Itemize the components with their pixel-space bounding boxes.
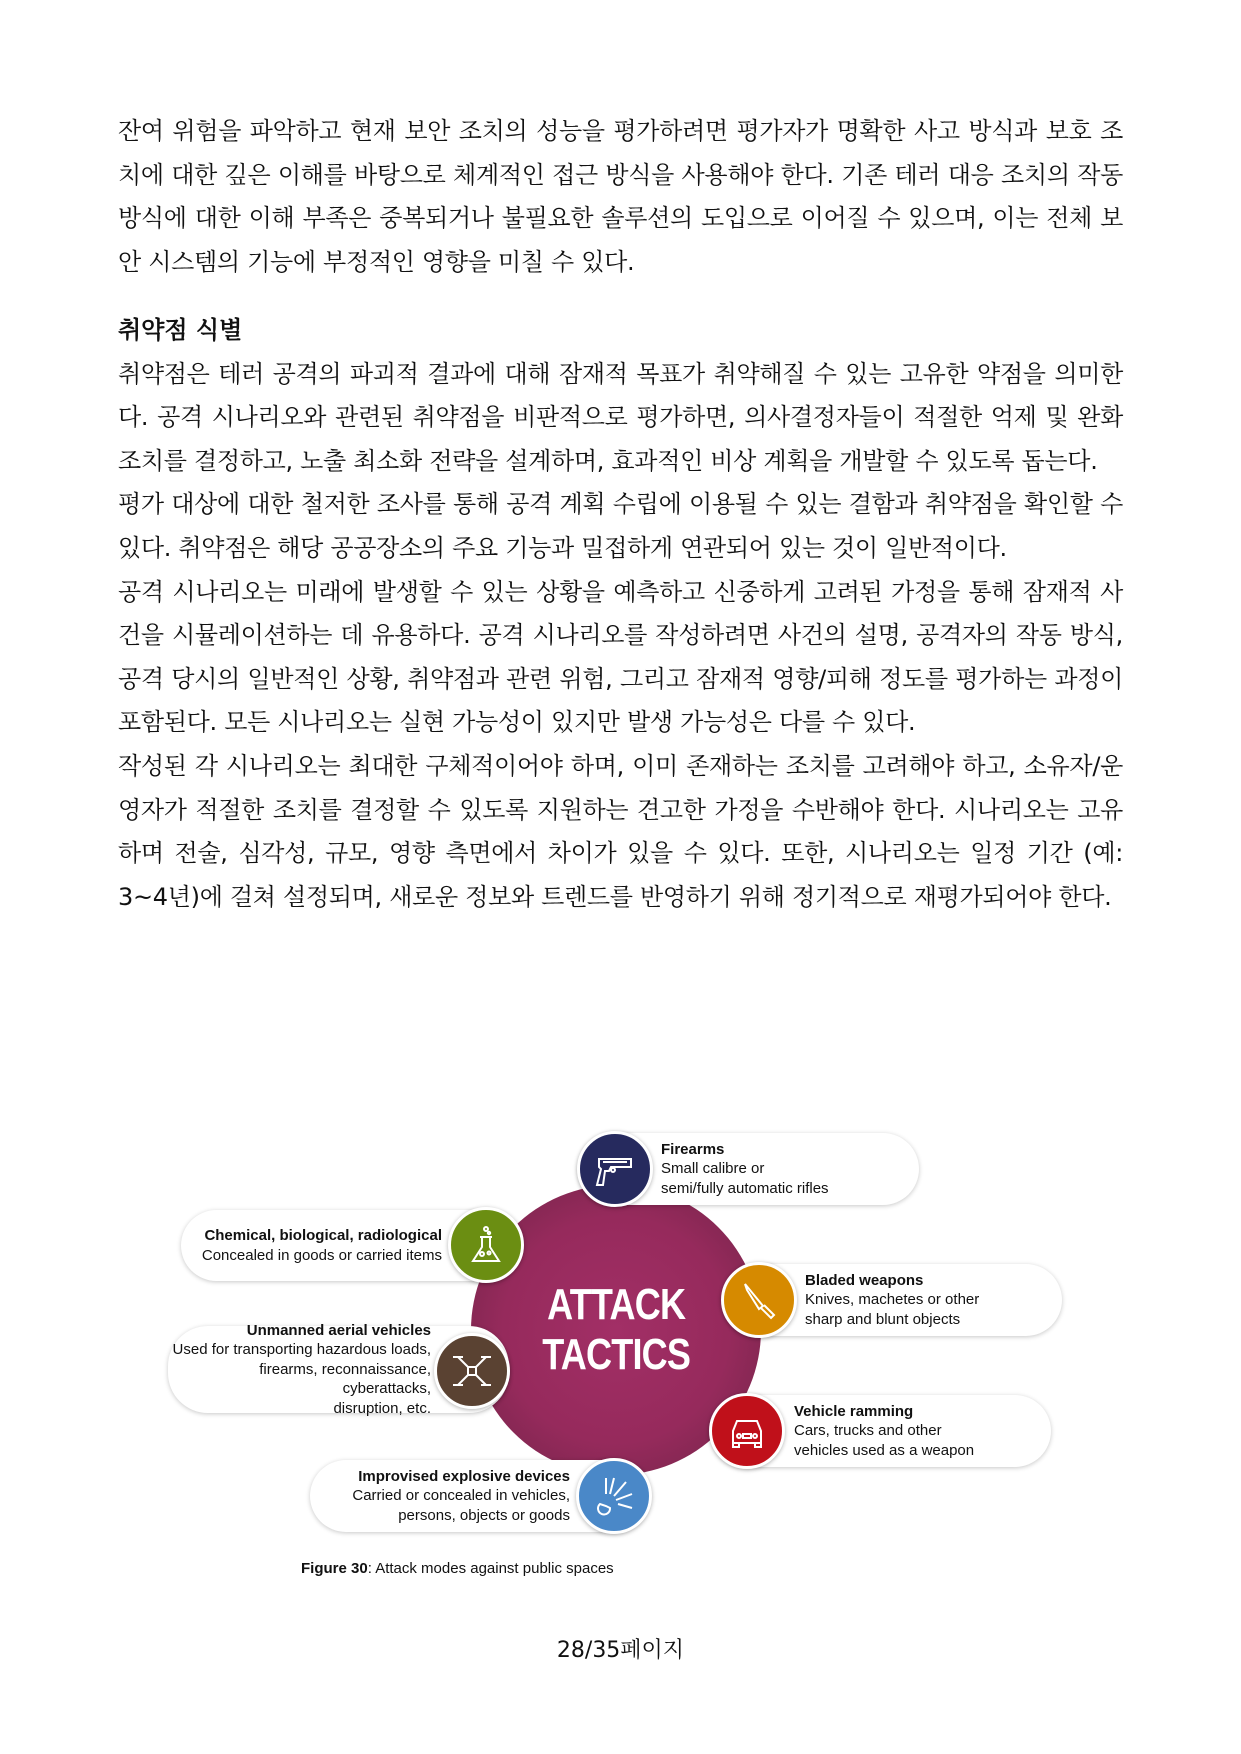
paragraph: 평가 대상에 대한 철저한 조사를 통해 공격 계획 수립에 이용될 수 있는 결함과 취약점을 확인할 수 있다. 취약점은 해당 공공장소의 주요 기능과 밀접하게 연관되어 있는 것이 일반적이다. bbox=[118, 490, 1123, 562]
hub-label-line2: TACTICS bbox=[542, 1330, 690, 1379]
explosion-icon bbox=[576, 1458, 652, 1534]
tactic-desc: Cars, trucks and other bbox=[794, 1422, 942, 1440]
paragraph-intro: 잔여 위험을 파악하고 현재 보안 조치의 성능을 평가하려면 평가자가 명확한 사고 방식과 보호 조치에 대한 깊은 이해를 바탕으로 체계적인 접근 방식을 사용해야 한다. 기존 테러 대응 조치의 작동 방식에 대한 이해 부족은 중복되거나 불필요한 솔루션의 도입으로 이어질 수 있으며, 이는 전체 보안 시스템의 기능에 부정적인 영향을 미칠 수 있다. bbox=[118, 117, 1123, 276]
tactic-desc: vehicles used as a weapon bbox=[794, 1441, 975, 1459]
section-heading: 취약점 식별 bbox=[118, 316, 243, 344]
tactic-desc: sharp and blunt objects bbox=[805, 1310, 961, 1328]
paragraph: 공격 시나리오는 미래에 발생할 수 있는 상황을 예측하고 신중하게 고려된 가정을 통해 잠재적 사건을 시뮬레이션하는 데 유용하다. 공격 시나리오를 작성하려면 사건의 설명, 공격자의 작동 방식, 공격 당시의 일반적인 상황, 취약점과 관련 위험, 그리고 잠재적 영향/피해 정도를 평가하는 과정이 포함된다. 모든 시나리오는 실현 가능성이 있지만 발생 가능성은 다를 수 있다. bbox=[118, 577, 1123, 737]
figure-caption bbox=[301, 1560, 614, 1577]
tactic-title: Chemical, biological, radiological bbox=[204, 1227, 442, 1244]
tactic-desc: Carried or concealed in vehicles, bbox=[352, 1487, 570, 1505]
tactic-title: Firearms bbox=[661, 1140, 725, 1158]
tactic-desc: Concealed in goods or carried items bbox=[201, 1246, 442, 1264]
tactic-desc: semi/fully automatic rifles bbox=[661, 1179, 829, 1197]
flask-icon bbox=[448, 1207, 524, 1283]
drone-icon bbox=[434, 1333, 510, 1409]
tactic-title: Improvised explosive devices bbox=[358, 1467, 570, 1485]
tactic-desc: Small calibre or bbox=[661, 1160, 765, 1178]
tactic-desc: persons, objects or goods bbox=[398, 1506, 570, 1524]
pistol-icon bbox=[577, 1131, 653, 1207]
paragraph: 작성된 각 시나리오는 최대한 구체적이어야 하며, 이미 존재하는 조치를 고려해야 하고, 소유자/운영자가 적절한 조치를 결정할 수 있도록 지원하는 견고한 가정을 수반해야 한다. 시나리오는 고유하며 전술, 심각성, 규모, 영향 측면에서 차이가 있을 수 있다. 또한, 시나리오는 일정 기간 (예: 3~4년)에 걸쳐 설정되며, 새로운 정보와 트렌드를 반영하기 위해 정기적으로 재평가되어야 한다. bbox=[118, 751, 1123, 911]
tactic-title: Unmanned aerial vehicles bbox=[246, 1321, 431, 1339]
tactic-desc: disruption, etc. bbox=[333, 1399, 431, 1417]
paragraph: 취약점은 테러 공격의 파괴적 결과에 대해 잠재적 목표가 취약해질 수 있는 고유한 약점을 의미한다. 공격 시나리오와 관련된 취약점을 비판적으로 평가하면, 의사결정자들이 적절한 억제 및 완화 조치를 결정하고, 노출 최소화 전략을 설계하며, 효과적인 비상 계획을 개발할 수 있도록 돕는다. bbox=[118, 359, 1123, 475]
caption-label: Figure 30 bbox=[301, 1560, 368, 1577]
tactic-desc: Used for transporting hazardous loads, bbox=[172, 1341, 431, 1359]
tactic-desc: Knives, machetes or other bbox=[805, 1291, 980, 1309]
knife-icon bbox=[721, 1262, 797, 1338]
car-icon bbox=[709, 1393, 785, 1469]
tactic-title: Bladed weapons bbox=[805, 1271, 924, 1289]
hub-label-line1: ATTACK bbox=[546, 1280, 686, 1329]
page-number: 28/35페이지 bbox=[556, 1638, 685, 1663]
caption-text: : Attack modes against public spaces bbox=[367, 1560, 614, 1577]
tactic-desc: firearms, reconnaissance, cyberattacks, bbox=[259, 1360, 431, 1398]
tactic-title: Vehicle ramming bbox=[794, 1402, 914, 1420]
